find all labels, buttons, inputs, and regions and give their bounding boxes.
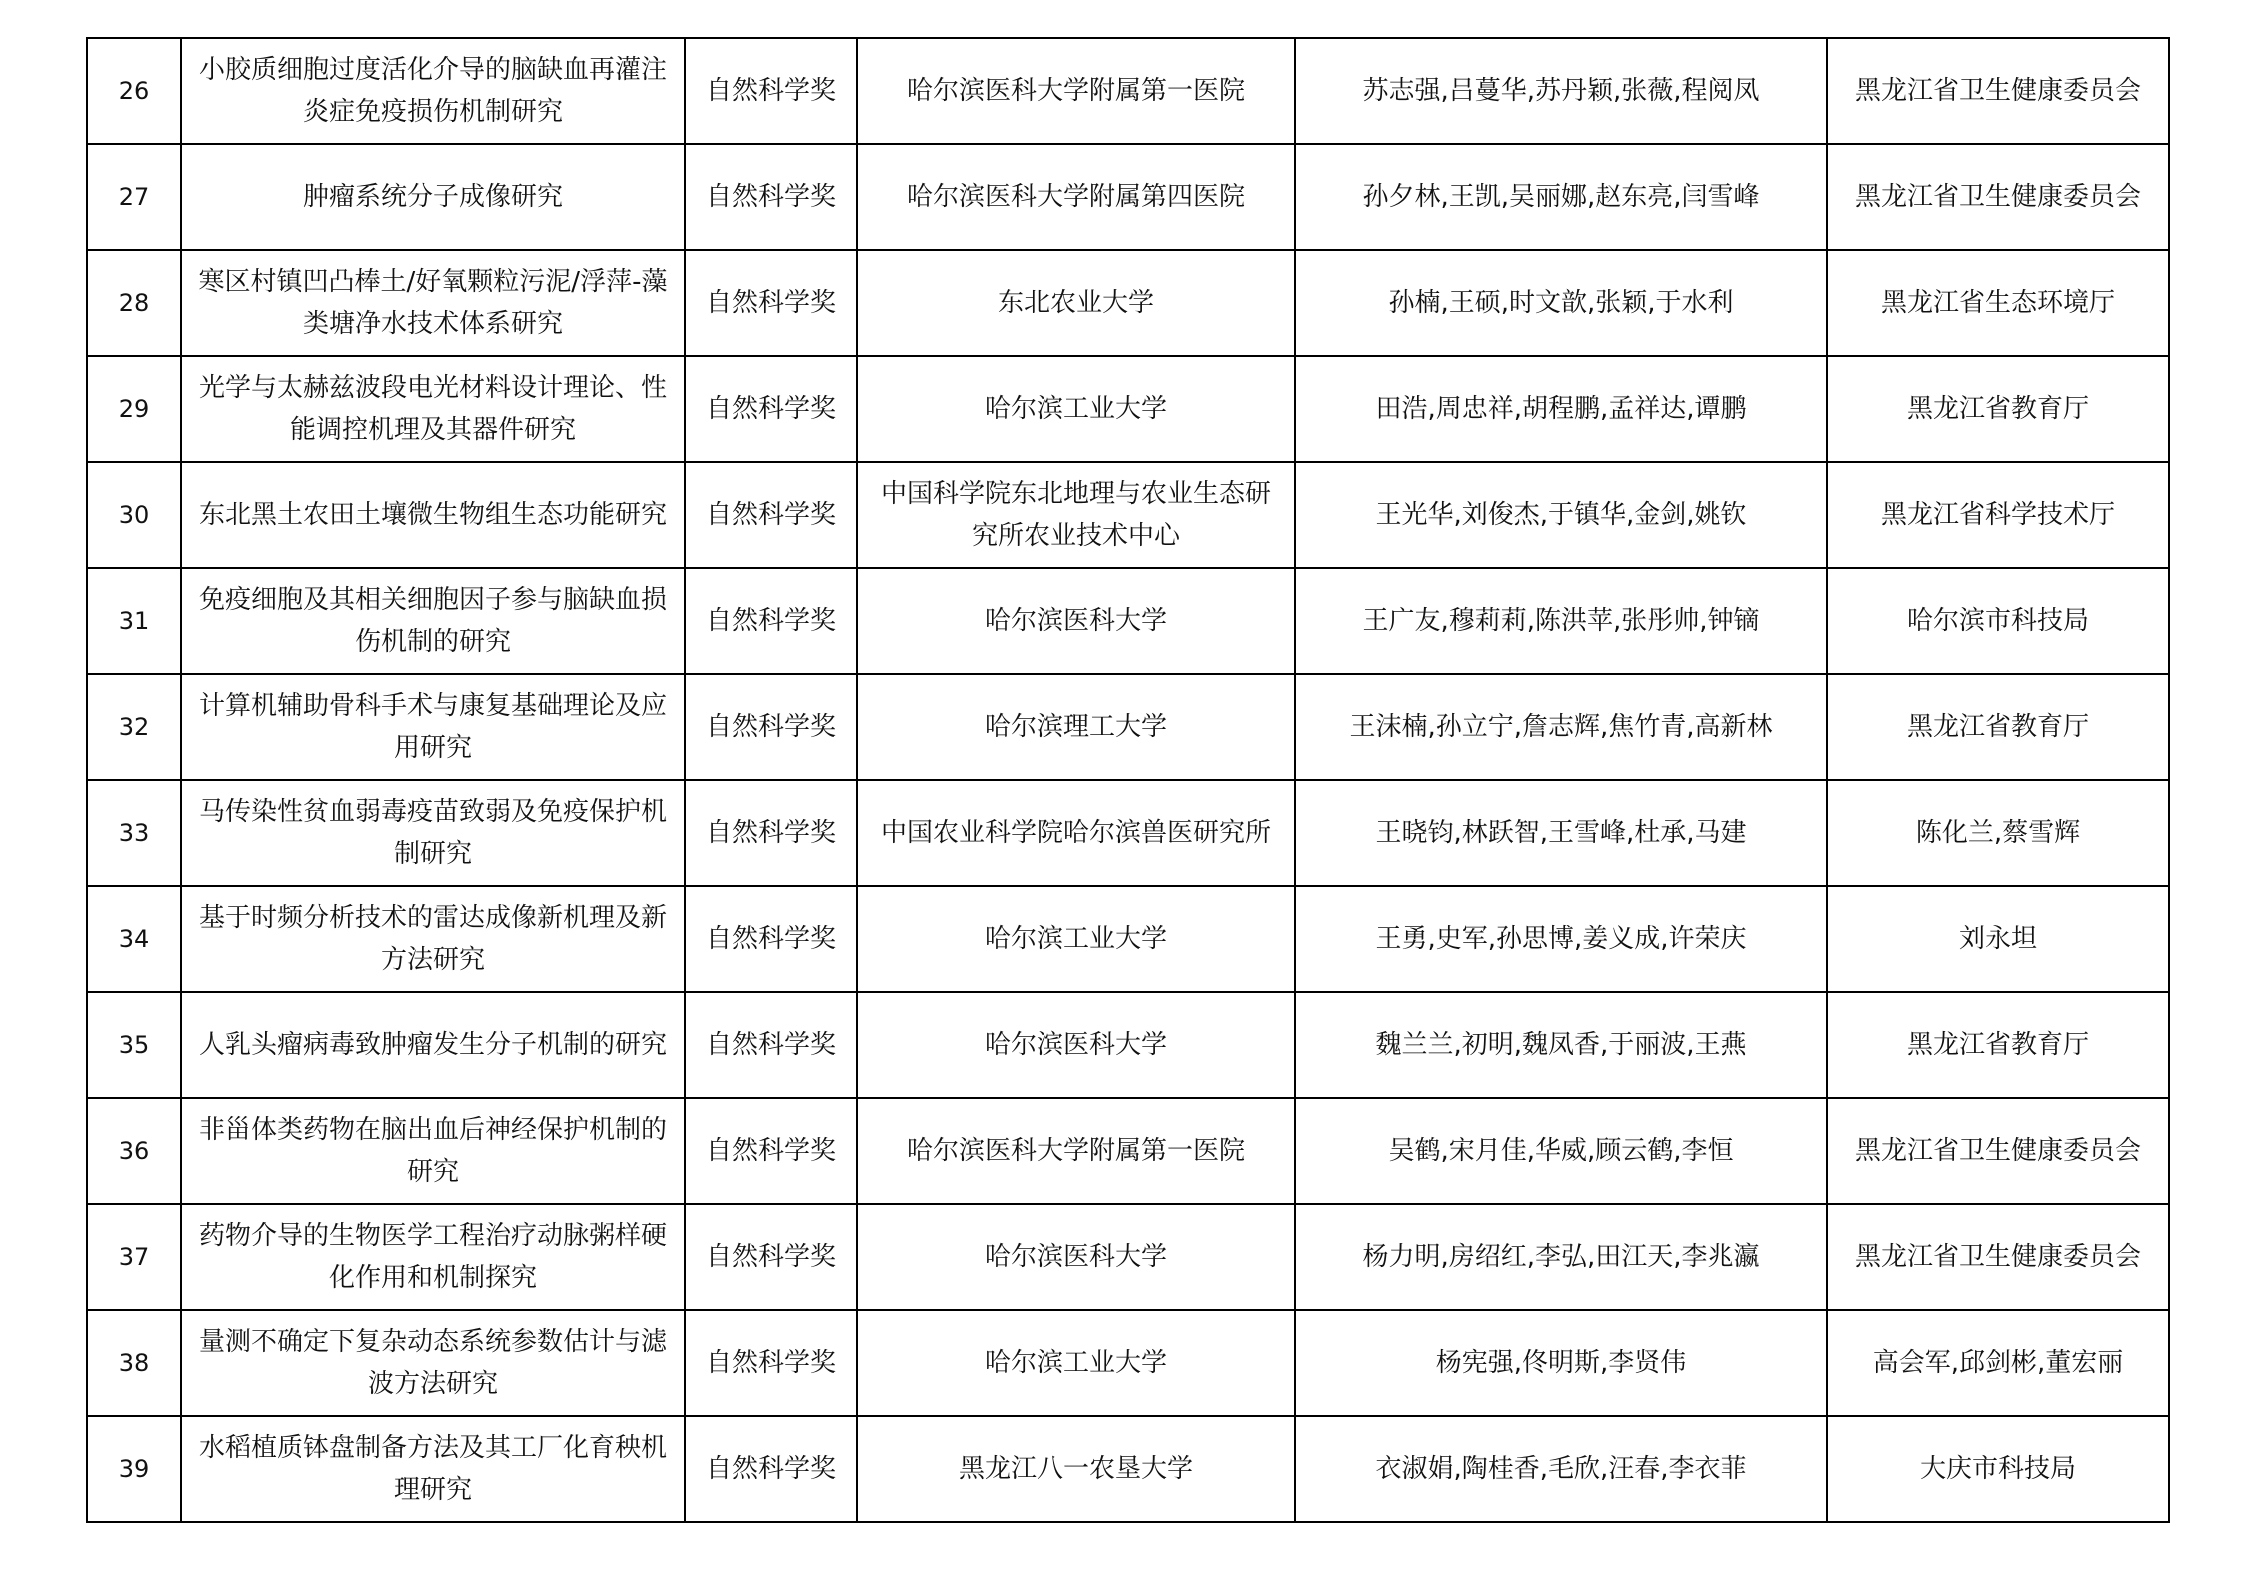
project-title: 量测不确定下复杂动态系统参数估计与滤波方法研究 bbox=[181, 1310, 685, 1416]
award-table bbox=[86, 37, 2170, 1523]
project-title: 药物介导的生物医学工程治疗动脉粥样硬化作用和机制探究 bbox=[181, 1204, 685, 1310]
completing-people: 孙楠,王硕,时文歆,张颖,于水利 bbox=[1295, 250, 1827, 356]
row-number: 28 bbox=[87, 250, 181, 356]
recommender: 黑龙江省卫生健康委员会 bbox=[1827, 38, 2169, 144]
recommender: 黑龙江省教育厅 bbox=[1827, 992, 2169, 1098]
row-number: 31 bbox=[87, 568, 181, 674]
award-category: 自然科学奖 bbox=[685, 1204, 857, 1310]
completing-unit: 哈尔滨工业大学 bbox=[857, 356, 1295, 462]
recommender: 黑龙江省卫生健康委员会 bbox=[1827, 1204, 2169, 1310]
completing-people: 衣淑娟,陶桂香,毛欣,汪春,李衣菲 bbox=[1295, 1416, 1827, 1522]
row-number: 35 bbox=[87, 992, 181, 1098]
award-category: 自然科学奖 bbox=[685, 1098, 857, 1204]
table-row bbox=[87, 780, 2169, 886]
project-title: 人乳头瘤病毒致肿瘤发生分子机制的研究 bbox=[181, 992, 685, 1098]
award-category: 自然科学奖 bbox=[685, 674, 857, 780]
completing-unit: 哈尔滨医科大学附属第四医院 bbox=[857, 144, 1295, 250]
table-row bbox=[87, 1310, 2169, 1416]
award-category: 自然科学奖 bbox=[685, 250, 857, 356]
project-title: 非甾体类药物在脑出血后神经保护机制的研究 bbox=[181, 1098, 685, 1204]
completing-unit: 哈尔滨工业大学 bbox=[857, 1310, 1295, 1416]
recommender: 黑龙江省卫生健康委员会 bbox=[1827, 144, 2169, 250]
award-category: 自然科学奖 bbox=[685, 144, 857, 250]
completing-people: 孙夕林,王凯,吴丽娜,赵东亮,闫雪峰 bbox=[1295, 144, 1827, 250]
project-title: 免疫细胞及其相关细胞因子参与脑缺血损伤机制的研究 bbox=[181, 568, 685, 674]
completing-unit: 哈尔滨工业大学 bbox=[857, 886, 1295, 992]
recommender: 黑龙江省科学技术厅 bbox=[1827, 462, 2169, 568]
completing-people: 杨宪强,佟明斯,李贤伟 bbox=[1295, 1310, 1827, 1416]
table-row bbox=[87, 1416, 2169, 1522]
row-number: 37 bbox=[87, 1204, 181, 1310]
award-category: 自然科学奖 bbox=[685, 568, 857, 674]
row-number: 34 bbox=[87, 886, 181, 992]
award-category: 自然科学奖 bbox=[685, 356, 857, 462]
award-category: 自然科学奖 bbox=[685, 992, 857, 1098]
recommender: 黑龙江省生态环境厅 bbox=[1827, 250, 2169, 356]
completing-people: 吴鹤,宋月佳,华威,顾云鹤,李恒 bbox=[1295, 1098, 1827, 1204]
completing-people: 王晓钧,林跃智,王雪峰,杜承,马建 bbox=[1295, 780, 1827, 886]
project-title: 基于时频分析技术的雷达成像新机理及新方法研究 bbox=[181, 886, 685, 992]
table-row bbox=[87, 992, 2169, 1098]
completing-people: 苏志强,吕蔓华,苏丹颖,张薇,程阅凤 bbox=[1295, 38, 1827, 144]
project-title: 计算机辅助骨科手术与康复基础理论及应用研究 bbox=[181, 674, 685, 780]
table-row bbox=[87, 250, 2169, 356]
completing-unit: 哈尔滨医科大学附属第一医院 bbox=[857, 38, 1295, 144]
recommender: 大庆市科技局 bbox=[1827, 1416, 2169, 1522]
row-number: 27 bbox=[87, 144, 181, 250]
completing-people: 杨力明,房绍红,李弘,田江天,李兆瀛 bbox=[1295, 1204, 1827, 1310]
row-number: 36 bbox=[87, 1098, 181, 1204]
completing-unit: 哈尔滨医科大学 bbox=[857, 992, 1295, 1098]
completing-people: 王广友,穆莉莉,陈洪苹,张彤帅,钟镝 bbox=[1295, 568, 1827, 674]
table-row bbox=[87, 674, 2169, 780]
row-number: 30 bbox=[87, 462, 181, 568]
row-number: 38 bbox=[87, 1310, 181, 1416]
completing-people: 田浩,周忠祥,胡程鹏,孟祥达,谭鹏 bbox=[1295, 356, 1827, 462]
completing-unit: 黑龙江八一农垦大学 bbox=[857, 1416, 1295, 1522]
project-title: 小胶质细胞过度活化介导的脑缺血再灌注炎症免疫损伤机制研究 bbox=[181, 38, 685, 144]
table-row bbox=[87, 462, 2169, 568]
row-number: 26 bbox=[87, 38, 181, 144]
completing-people: 魏兰兰,初明,魏凤香,于丽波,王燕 bbox=[1295, 992, 1827, 1098]
table-row bbox=[87, 144, 2169, 250]
completing-unit: 哈尔滨医科大学附属第一医院 bbox=[857, 1098, 1295, 1204]
recommender: 黑龙江省教育厅 bbox=[1827, 674, 2169, 780]
row-number: 39 bbox=[87, 1416, 181, 1522]
row-number: 29 bbox=[87, 356, 181, 462]
recommender: 高会军,邱剑彬,董宏丽 bbox=[1827, 1310, 2169, 1416]
project-title: 东北黑土农田土壤微生物组生态功能研究 bbox=[181, 462, 685, 568]
recommender: 哈尔滨市科技局 bbox=[1827, 568, 2169, 674]
award-category: 自然科学奖 bbox=[685, 780, 857, 886]
table-row bbox=[87, 1204, 2169, 1310]
award-table-page bbox=[86, 37, 2170, 1523]
completing-unit: 哈尔滨医科大学 bbox=[857, 568, 1295, 674]
completing-unit: 东北农业大学 bbox=[857, 250, 1295, 356]
table-row bbox=[87, 886, 2169, 992]
award-category: 自然科学奖 bbox=[685, 38, 857, 144]
recommender: 陈化兰,蔡雪辉 bbox=[1827, 780, 2169, 886]
project-title: 肿瘤系统分子成像研究 bbox=[181, 144, 685, 250]
award-table-body bbox=[87, 38, 2169, 1522]
project-title: 水稻植质钵盘制备方法及其工厂化育秧机理研究 bbox=[181, 1416, 685, 1522]
award-category: 自然科学奖 bbox=[685, 462, 857, 568]
project-title: 马传染性贫血弱毒疫苗致弱及免疫保护机制研究 bbox=[181, 780, 685, 886]
project-title: 寒区村镇凹凸棒土/好氧颗粒污泥/浮萍-藻类塘净水技术体系研究 bbox=[181, 250, 685, 356]
completing-unit: 中国科学院东北地理与农业生态研究所农业技术中心 bbox=[857, 462, 1295, 568]
row-number: 33 bbox=[87, 780, 181, 886]
table-row bbox=[87, 1098, 2169, 1204]
award-category: 自然科学奖 bbox=[685, 1416, 857, 1522]
project-title: 光学与太赫兹波段电光材料设计理论、性能调控机理及其器件研究 bbox=[181, 356, 685, 462]
recommender: 刘永坦 bbox=[1827, 886, 2169, 992]
recommender: 黑龙江省教育厅 bbox=[1827, 356, 2169, 462]
table-row bbox=[87, 356, 2169, 462]
completing-people: 王光华,刘俊杰,于镇华,金剑,姚钦 bbox=[1295, 462, 1827, 568]
award-category: 自然科学奖 bbox=[685, 886, 857, 992]
completing-unit: 哈尔滨理工大学 bbox=[857, 674, 1295, 780]
completing-people: 王勇,史军,孙思博,姜义成,许荣庆 bbox=[1295, 886, 1827, 992]
completing-unit: 中国农业科学院哈尔滨兽医研究所 bbox=[857, 780, 1295, 886]
completing-people: 王沫楠,孙立宁,詹志辉,焦竹青,高新林 bbox=[1295, 674, 1827, 780]
row-number: 32 bbox=[87, 674, 181, 780]
completing-unit: 哈尔滨医科大学 bbox=[857, 1204, 1295, 1310]
table-row bbox=[87, 568, 2169, 674]
award-category: 自然科学奖 bbox=[685, 1310, 857, 1416]
table-row bbox=[87, 38, 2169, 144]
recommender: 黑龙江省卫生健康委员会 bbox=[1827, 1098, 2169, 1204]
